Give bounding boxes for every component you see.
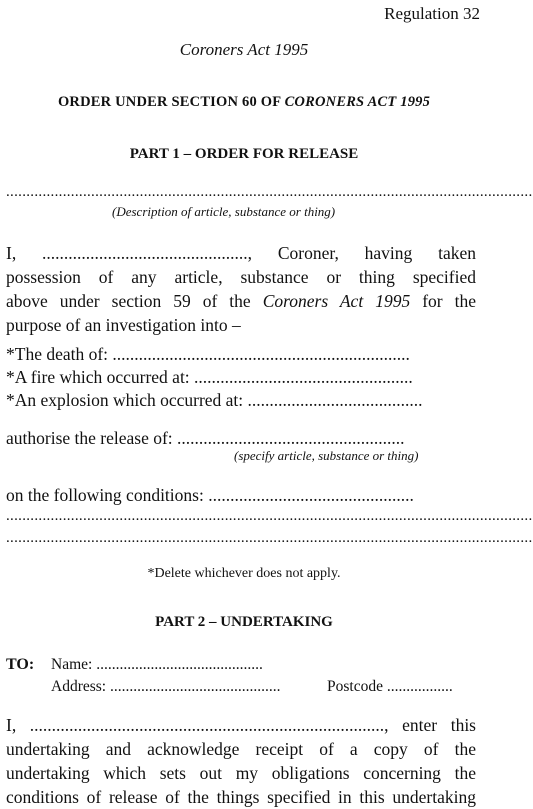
description-caption: (Description of article, substance or thing) <box>112 204 336 219</box>
act-title: Coroners Act 1995 <box>179 40 309 59</box>
name-field: Name: ........................................... <box>51 656 263 673</box>
part2-paragraph <box>6 713 476 809</box>
release-caption: (specify article, substance or thing) <box>234 448 419 463</box>
regulation-number: Regulation 32 <box>384 4 480 23</box>
part1-para-line-4: purpose of an investigation into – <box>6 315 241 335</box>
part1-heading: PART 1 – ORDER FOR RELEASE <box>129 146 359 162</box>
order-heading <box>0 94 488 111</box>
part1-para-line-3: above under section 59 of the Coroners Act 1995 for the <box>6 291 477 311</box>
address-field: Address: ............................................ <box>51 678 281 695</box>
order-heading-act: CORONERS ACT 1995 <box>284 94 431 110</box>
postcode-field: Postcode ................. <box>327 678 453 695</box>
part1-paragraph <box>6 241 476 337</box>
option-fire: *A fire which occurred at: .................................................. <box>6 367 413 387</box>
option-death: *The death of: .................................................................... <box>6 344 410 364</box>
part2-para-line-2: undertaking and acknowledge receipt of a copy of the <box>6 739 476 759</box>
part1-para-line-2: possession of any article, substance or thing specified <box>6 267 476 287</box>
delete-note: *Delete whichever does not apply. <box>147 566 341 581</box>
part2-para-line-1: I, ................................................................................., enter this <box>6 715 476 735</box>
option-explosion: *An explosion which occurred at: ........................................ <box>6 390 423 410</box>
order-heading-prefix: ORDER UNDER SECTION 60 OF <box>57 94 285 110</box>
part1-para-line-1: I, ..............................................., Coroner, having taken <box>6 243 476 263</box>
description-dotted-line: .................................................................................................................................. <box>6 184 533 200</box>
conditions-line: on the following conditions: ............................................... <box>6 485 414 505</box>
part2-para-line-3: undertaking which sets out my obligations concerning the <box>6 763 476 783</box>
release-line: authorise the release of: .................................................... <box>6 428 405 448</box>
to-label: TO: <box>6 656 35 673</box>
conditions-dotted-line-1: .................................................................................................................................. <box>6 508 533 524</box>
part2-heading: PART 2 – UNDERTAKING <box>155 614 333 630</box>
conditions-dotted-line-2: .................................................................................................................................. <box>6 530 533 546</box>
part2-para-line-4: conditions of release of the things specified in this undertaking <box>6 787 476 807</box>
